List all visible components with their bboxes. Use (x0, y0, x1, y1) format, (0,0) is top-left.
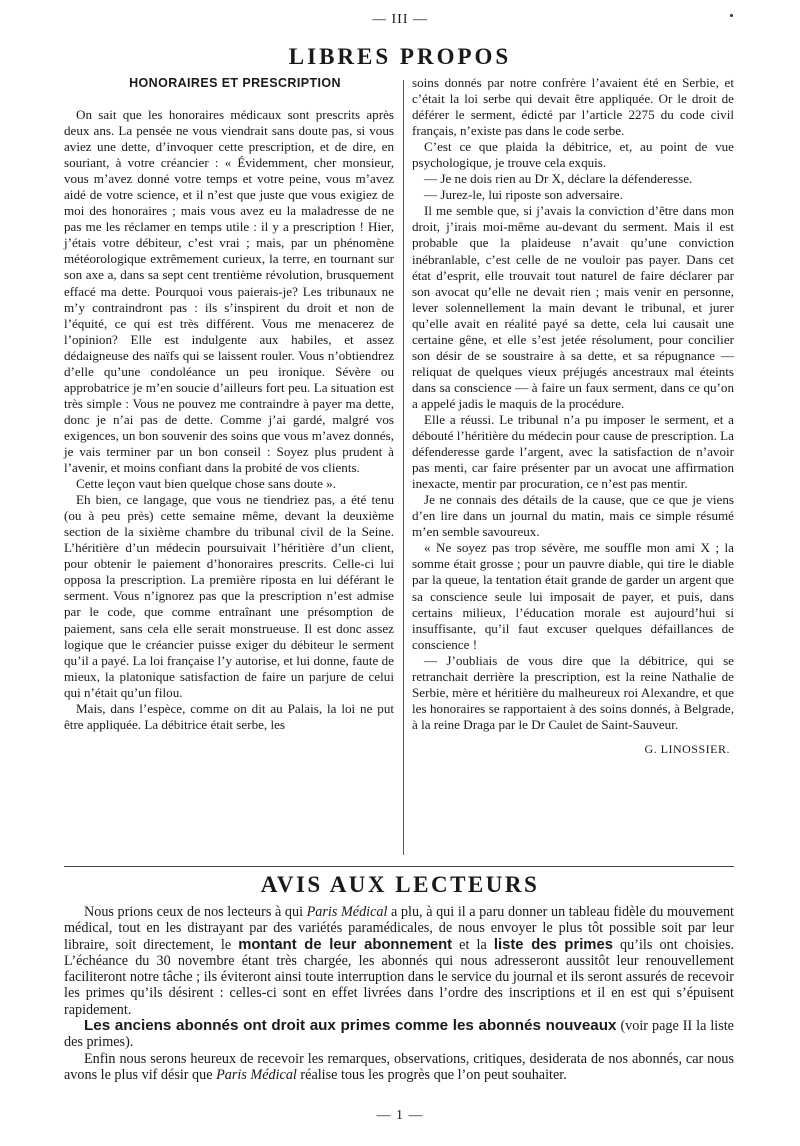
article-paragraph: soins donnés par notre confrère l’avaient été en Serbie, et c’était la loi serbe qui devait être appliquée. Or le droit de déférer le serment, édicté par l’article 2275 du code civil français, n’existe pas dans le code serbe. (412, 75, 734, 139)
notice-paragraph (64, 1051, 734, 1084)
article-column-left (64, 107, 394, 733)
journal-name: Paris Médical (306, 904, 388, 920)
page-number-bottom: — 1 — (376, 1108, 424, 1123)
section-divider (64, 866, 734, 867)
article-paragraph: Mais, dans l’espèce, comme on dit au Palais, la loi ne put être appliquée. La débitrice était serbe, les (64, 700, 394, 732)
author-signature: G. LINOSSIER. (644, 741, 730, 756)
notice-title: AVIS AUX LECTEURS (260, 872, 540, 897)
article-paragraph: Cette leçon vaut bien quelque chose sans doute ». (76, 476, 336, 492)
article-paragraph: Eh bien, ce langage, que vous ne tiendriez pas, a été tenu (ou à peu près) cette semaine même, devant la deuxième section de la sixième chambre du tribunal civil de la Seine. L’héritière d’un médecin poursuivait l’héritière d’un client, pour obtenir le paiement d’honoraires prescrits. Celle-ci lui opposa la prescription. La première riposta en lui déférant le serment. Vous n’ignorez pas que la prescription n’est admise par le code, que comme entraînant une présomption de paiement, sans cela elle serait monstrueuse. Il est donc assez logique que le créancier puisse exiger du débiteur le serment qu’il a payé. La loi française l’y autorise, et lui donne, faute de mieux, la platonique satisfaction de faire un parjure de celui qui n’était qu’un filou. (64, 492, 394, 700)
notice-text: et la (452, 936, 494, 953)
page-title: LIBRES PROPOS (288, 44, 512, 69)
page-number-top: — III — (372, 12, 428, 27)
notice-text: Nous prions ceux de nos lecteurs à qui (84, 904, 307, 920)
notice-text: qu’ils ont choisies. L’échéance du 30 novembre étant très chargée, les abonnés qui nous adresseront aussitôt leur renouvellement faciliteront notre tâche ; ils éviteront ainsi toute interruption dans le service du journal et ils seront assurés de recevoir les primes qu’ils désirent : celles-ci sont en effet livrées dans l’ordre des inscriptions et il en est qui s’épuisent rapidement. (64, 936, 735, 1018)
notice-paragraph (64, 904, 734, 1018)
notice-text: Enfin nous serons heureux de recevoir les remarques, observations, critiques, desiderata de nos abonnés, car nous avons le plus vif désir que (64, 1050, 734, 1083)
article-column-right (412, 75, 734, 757)
notice-emphasis: Les anciens abonnés ont droit aux primes comme les abonnés nouveaux (84, 1017, 617, 1035)
article-paragraph: « Ne soyez pas trop sévère, me souffle mon ami X ; la somme était grosse ; pour un pauvre diable, qui tire le diable par la queue, la tentation était grande de garder un argent que sa conscience seule lui imposait de payer, et puis, dans certains milieux, l’éducation morale est aujourd’hui si insuffisante, qu’il faut excuser quelques défaillances de conscience ! (412, 540, 734, 652)
article-paragraph: — J’oubliais de vous dire que la débitrice, qui se retranchait derrière la prescription, est la reine Nathalie de Serbie, mère et héritière du malheureux roi Alexandre, et que les honoraires se rapportaient à des soins donnés, à Belgrade, à la reine Draga par le Dr Caulet de Saint-Sauveur. (412, 652, 734, 732)
notice-emphasis: liste des primes (493, 936, 613, 953)
notice-text: (voir page II la liste des primes). (64, 1018, 734, 1051)
article-paragraph: Il me semble que, si j’avais la conviction d’être dans mon droit, j’irais moi-même au-devant du serment. Mais il est probable que la plaideuse n’avait qu’une conviction inébranlable, c’est celle de ne vouloir pas payer. Dans cet état d’esprit, elle trouvait tout naturel de faire déclarer par son avocat qu’elle ne devait rien ; mais venir en personne, lever solennellement la main devant le tribunal, et jurer qu’elle avait en réalité payé sa dette, cela lui causait une certaine gêne, et elle s’est jetée résolument, pour concilier son désir de se soustraire à sa dette, et sa répugnance — reliquat de quelques vieux préjugés ancestraux mal éteints dans sa conscience — à faire un faux serment, dans ce qu’on a appelé jadis le maquis de la procédure. (412, 203, 734, 411)
article-paragraph: On sait que les honoraires médicaux sont prescrits après deux ans. La pensée ne vous viendrait sans doute pas, si vous aviez une dette, d’invoquer cette prescription, et de dire, en souriant, à votre créancier : « Évidemment, cher monsieur, vous m’avez donné votre temps et votre peine, vous m’avez aidé de votre science, et il n’est que juste que vous exigiez de moi des honoraires ; mais vous avez eu la maladresse de ne pas me les réclamer en temps utile : il y a prescription ! Hier, j’étais votre débiteur, c’est vrai ; mais, par un phénomène météorologique extrêmement curieux, la terre, en tournant sur son axe a, dans sa sept cent trentième révolution, brusquement effacé ma dette. Pourquoi vous paierais-je? Les tribunaux ne m’y contraindront pas : ils s’inspirent du droit et non de l’équité, ce qui est très différent. Vous me menacerez de l’opinion? Elle est indulgente aux habiles, et assez dédaigneuse des naïfs qui se laissent rouler. Vous n’obtiendrez d’elle qu’une condoléance un peu ironique. Sévère ou approbatrice je m’en soucie d’ailleurs fort peu. La situation est très simple : Vous ne pouvez me contraindre à payer ma dette, donc je n’ai pas de dette. Comme j’ai gardé, malgré vos exigences, un bon souvenir des soins que vous m’avez donnés, je vais terminer par un bon conseil : Soyez plus prudent à l’avenir, et moins confiant dans la probité de vos clients. (64, 107, 394, 476)
ink-dot (730, 14, 733, 17)
column-divider (403, 80, 404, 855)
article-paragraph: C’est ce que plaida la débitrice, et, au point de vue psychologique, je trouve cela exquis. (412, 139, 734, 171)
article-paragraph: — Jurez-le, lui riposte son adversaire. (424, 187, 623, 203)
article-paragraph: Elle a réussi. Le tribunal n’a pu imposer le serment, et a débouté l’héritière du médecin pour cause de prescription. La défenderesse garde l’argent, avec la satisfaction de n’avoir pas menti, car faire présenter par un avocat une affirmation inexacte, mentir par procuration, ce n’est pas mentir. (412, 411, 734, 492)
article-paragraph: — Je ne dois rien au Dr X, déclare la défenderesse. (424, 171, 693, 187)
notice-body (64, 904, 734, 1083)
article-title: HONORAIRES ET PRESCRIPTION (129, 76, 341, 90)
notice-text: a plu, à qui il a paru donner un tableau fidèle du mouvement médical, tout en les distrayant par des variétés paramédicales, de nous envoyer le plus tôt possible soit par leur libraire, soit directement, le (64, 904, 734, 953)
notice-text: réalise tous les progrès que l’on peut souhaiter. (296, 1066, 567, 1083)
notice-emphasis: montant de leur abonnement (238, 936, 453, 953)
article-paragraph: Je ne connais des détails de la cause, que ce que je viens d’en lire dans un journal du matin, mais ce simple résumé m’en semble savoureux. (412, 492, 734, 540)
notice-paragraph (64, 1018, 734, 1051)
journal-name: Paris Médical (216, 1066, 297, 1083)
